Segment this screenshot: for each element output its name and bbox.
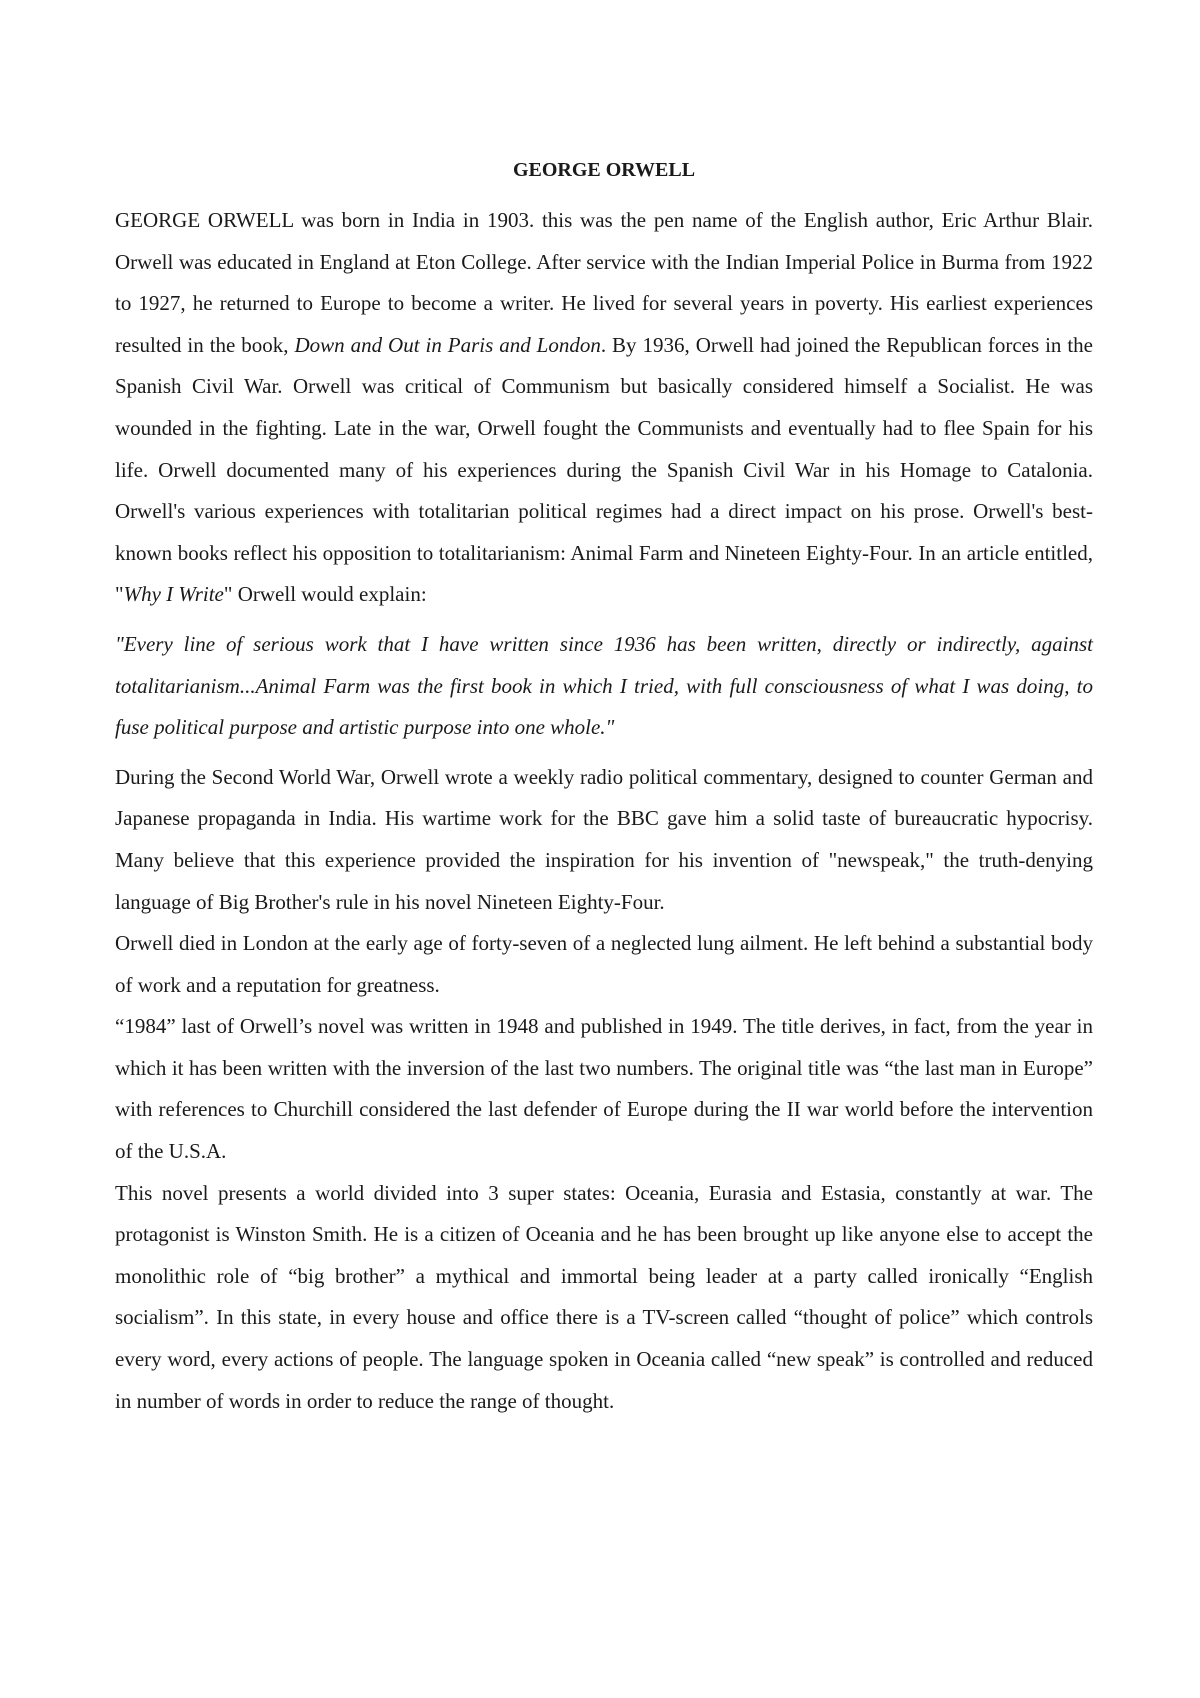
document-title: GEORGE ORWELL bbox=[512, 159, 696, 181]
paragraph-death: Orwell died in London at the early age of forty-seven of a neglected lung ailment. He left behind a substantial body of work and a reputation for greatness. bbox=[115, 931, 1093, 997]
book-title-down-and-out: Down and Out in Paris and London bbox=[294, 332, 601, 357]
biography-text-part-1: GEORGE ORWELL was born in India in 1903. this was the pen name of the English author, Eric Arthur Blair. Orwell was educated in England at Eton College. After service with the Indian Imperial Police in Burma from 1922 to 1927, he returned to Europe to become a writer. He lived for several years in poverty. His earliest experiences resulted in the book, bbox=[115, 208, 1093, 357]
paragraph-1984-summary: This novel presents a world divided into 3 super states: Oceania, Eurasia and Estasia, constantly at war. The protagonist is Winston Smith. He is a citizen of Oceania and he has been brought up like anyone else to accept the monolithic role of “big brother” a mythical and immortal being leader at a party called ironically “English socialism”. In this state, in every house and office there is a TV-screen called “thought of police” which controls every word, every actions of people. The language spoken in Oceania called “new speak” is controlled and reduced in number of words in order to reduce the range of thought. bbox=[115, 1180, 1093, 1413]
paragraph-1984-origin: “1984” last of Orwell’s novel was written in 1948 and published in 1949. The title derives, in fact, from the year in which it has been written with the inversion of the last two numbers. The original title was “the last man in Europe” with references to Churchill considered the last defender of Europe during the II war world before the intervention of the U.S.A. bbox=[115, 1014, 1093, 1164]
biography-text-part-3: " Orwell would explain: bbox=[223, 582, 427, 607]
article-title-why-i-write: Why I Write bbox=[123, 582, 224, 607]
paragraph-wartime: During the Second World War, Orwell wrote a weekly radio political commentary, designed to counter German and Japanese propaganda in India. His wartime work for the BBC gave him a solid taste of bureaucratic hypocrisy. Many believe that this experience provided the inspiration for his invention of "newspeak," the truth-denying language of Big Brother's rule in his novel Nineteen Eighty-Four. bbox=[115, 764, 1093, 914]
paragraph-biography bbox=[115, 200, 1093, 616]
document-body bbox=[115, 150, 1093, 1422]
biography-text-part-2: . By 1936, Orwell had joined the Republican forces in the Spanish Civil War. Orwell was critical of Communism but basically considered himself a Socialist. He was wounded in the fighting. Late in the war, Orwell fought the Communists and eventually had to flee Spain for his life. Orwell documented many of his experiences during the Spanish Civil War in his Homage to Catalonia. Orwell's various experiences with totalitarian political regimes had a direct impact on his prose. Orwell's best-known books reflect his opposition to totalitarianism: Animal Farm and Nineteen Eighty-Four. In an article entitled, " bbox=[115, 332, 1094, 607]
orwell-quote: "Every line of serious work that I have written since 1936 has been written, directly or indirectly, against totalitarianism...Animal Farm was the first book in which I tried, with full consciousness of what I was doing, to fuse political purpose and artistic purpose into one whole." bbox=[115, 631, 1093, 740]
